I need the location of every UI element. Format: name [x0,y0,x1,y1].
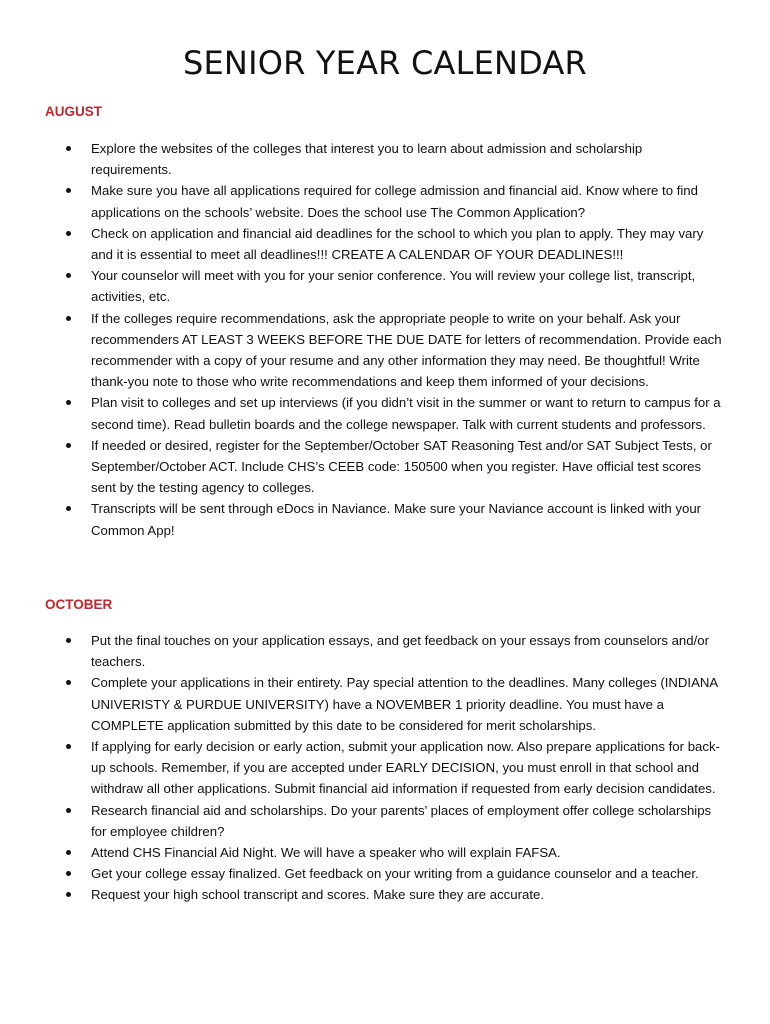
bullet-icon [66,316,71,321]
bullet-icon [66,506,71,511]
list-item [0,863,770,884]
list-item-text: Make sure you have all applications required for college admission and financial aid. Know where to find applications on the schools’ website. Does the school use The Common Application? [91,183,698,220]
list-item [0,800,770,842]
bullet-icon [66,146,71,151]
list-item [0,392,770,434]
list-item-text: If applying for early decision or early action, submit your application now. Also prepare applications for back-up schools. Remember, if you are accepted under EARLY DECISION, you must enroll in that school and withdraw all other applications. Submit financial aid information if requested from early decision candidates. [91,739,720,797]
list-item [0,498,770,540]
list-item-text: Plan visit to colleges and set up interviews (if you didn’t visit in the summer or want to return to campus for a second time). Read bulletin boards and the college newspaper. Talk with current students and professors. [91,395,721,432]
list-item [0,630,770,672]
list-item-text: Your counselor will meet with you for your senior conference. You will review your college list, transcript, activities, etc. [91,268,696,305]
bullet-icon [66,892,71,897]
list-item [0,223,770,265]
list-item-text: If needed or desired, register for the September/October SAT Reasoning Test and/or SAT Subject Tests, or September/October ACT. Include CHS’s CEEB code: 150500 when you register. Have official test scores sent by the testing agency to colleges. [91,437,712,496]
bullet-icon [66,744,71,749]
list-item-text: Get your college essay finalized. Get feedback on your writing from a guidance counselor and a teacher. [91,866,699,882]
section-heading-october: OCTOBER [45,597,113,612]
list-item [0,435,770,499]
list-item [0,842,770,863]
bullet-icon [66,273,71,278]
list-item [0,265,770,307]
august-list [0,138,770,541]
october-list [0,630,770,906]
list-item [0,672,770,736]
bullet-icon [66,871,71,876]
list-item [0,736,770,800]
list-item-text: Explore the websites of the colleges that interest you to learn about admission and scholarship requirements. [91,141,643,178]
list-item-text: Complete your applications in their entirety. Pay special attention to the deadlines. Many colleges (INDIANA UNIVERISTY & PURDUE UNIVERSITY) have a NOVEMBER 1 priority deadline. You must have a COMPLETE application submitted by this date to be considered for merit scholarships. [91,675,718,733]
list-item [0,308,770,393]
bullet-icon [66,400,71,405]
list-item [0,138,770,180]
list-item [0,180,770,222]
bullet-icon [66,188,71,193]
bullet-icon [66,850,71,855]
section-heading-august: AUGUST [45,104,102,119]
page-title: SENIOR YEAR CALENDAR [183,44,587,82]
bullet-icon [66,680,71,685]
bullet-icon [66,443,71,448]
list-item-text: Request your high school transcript and scores. Make sure they are accurate. [91,887,544,903]
list-item-text: Check on application and financial aid deadlines for the school to which you plan to apply. They may vary and it is essential to meet all deadlines!!! CREATE A CALENDAR OF YOUR DEADLINES!!! [91,225,704,263]
bullet-icon [66,808,71,813]
list-item-text: Put the final touches on your application essays, and get feedback on your essays from counselors and/or teachers. [91,633,709,670]
bullet-icon [66,231,71,236]
list-item-text: Research financial aid and scholarships. Do your parents’ places of employment offer college scholarships for employee children? [91,802,712,839]
list-item-text: Transcripts will be sent through eDocs in Naviance. Make sure your Naviance account is linked with your Common App! [91,501,702,538]
bullet-icon [66,638,71,643]
list-item-text: If the colleges require recommendations, ask the appropriate people to write on your behalf. Ask your recommenders AT LEAST 3 WEEKS BEFORE THE DUE DATE for letters of recommendation. Provide each recommender with a copy of your resume and any other information they may need. Be thoughtful! Write thank-you note to those who write recommendations and keep them informed of your decisions. [91,310,722,390]
list-item [0,884,770,905]
list-item-text: Attend CHS Financial Aid Night. We will have a speaker who will explain FAFSA. [91,845,561,861]
